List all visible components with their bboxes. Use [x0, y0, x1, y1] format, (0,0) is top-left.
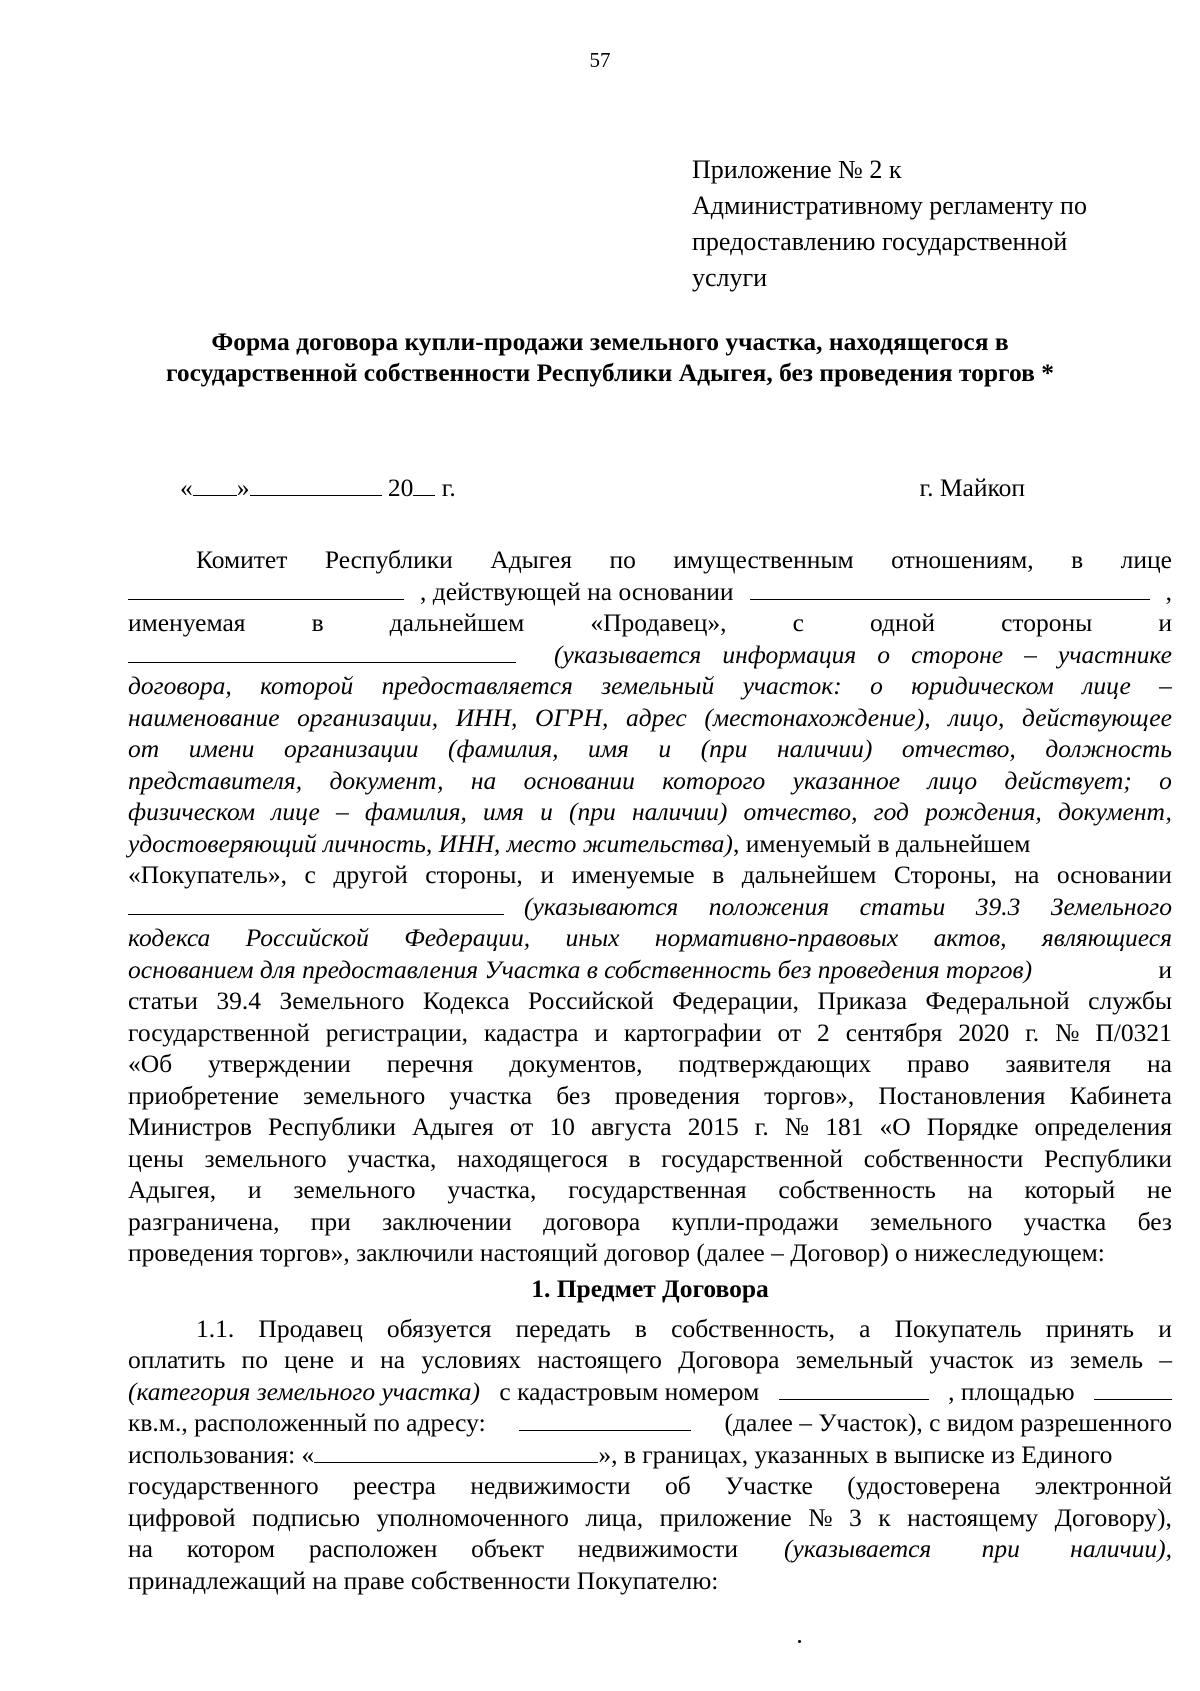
word: имущественным — [673, 545, 854, 574]
word: обязуется — [386, 1313, 492, 1343]
text: », в границах, указанных в выписке из Единого — [598, 1439, 1113, 1469]
word: которого — [662, 765, 766, 795]
word: основании — [523, 765, 635, 795]
word: Продавец — [258, 1313, 363, 1343]
italic-text: (категория земельного участка) — [128, 1376, 480, 1406]
word: с — [792, 608, 804, 637]
word: 10 — [549, 1112, 575, 1141]
word: 3 — [849, 1502, 862, 1532]
word: год — [873, 797, 909, 826]
text-line — [128, 1206, 1172, 1238]
word: приложение — [659, 1502, 792, 1532]
contract-city: г. Майкоп — [919, 473, 1025, 502]
page-number: 57 — [589, 48, 611, 72]
word: по — [609, 545, 636, 574]
word: лицо, — [948, 702, 1005, 732]
section-heading — [128, 1269, 1172, 1313]
text-line — [128, 828, 1172, 860]
word: электронной — [1034, 1471, 1172, 1500]
word: «Покупатель», — [128, 860, 287, 889]
word: Договору), — [1054, 1502, 1172, 1532]
word: настоящему — [907, 1502, 1039, 1532]
form-title-line: государственной собственности Республики Адыгея, без проведения торгов * — [165, 358, 1055, 387]
word: государственной — [128, 1017, 310, 1047]
text-line — [128, 985, 1172, 1017]
word: одной — [869, 608, 936, 637]
word: Российской — [245, 923, 369, 952]
word: участок: — [742, 671, 842, 700]
word: о — [1159, 765, 1172, 795]
word: лице — [271, 797, 320, 826]
word: без — [1137, 1206, 1172, 1236]
blank-field — [128, 892, 504, 915]
word: цены — [128, 1143, 184, 1173]
text-line — [128, 891, 1172, 923]
word: и — [1158, 1313, 1172, 1343]
word: оплатить — [128, 1345, 226, 1374]
text-line — [128, 1143, 1172, 1175]
text: с кадастровым номером — [499, 1376, 760, 1406]
word: земель — [1069, 1345, 1144, 1374]
word: действует; — [1004, 765, 1132, 795]
word: Кабинета — [1069, 1080, 1172, 1110]
word: фамилия, — [364, 797, 467, 826]
word: земельный — [795, 1345, 914, 1374]
word: ИНН, — [455, 702, 518, 732]
word: г. — [1025, 1017, 1040, 1047]
word: организации, — [297, 702, 439, 732]
word: Федерации, — [672, 986, 800, 1015]
text-line — [128, 922, 1172, 954]
text: проведения торгов», заключили настоящий договор (далее – Договор) о нижеследующем: — [128, 1238, 1105, 1267]
word: к — [878, 1502, 891, 1532]
italic-text: удостоверяющий личность, ИНН, место жительства) — [128, 828, 733, 858]
italic-text — [784, 1533, 1172, 1565]
text: , — [1165, 576, 1172, 606]
italic-text — [554, 639, 1172, 671]
text: (далее – Участок), с видом разрешенного — [724, 1408, 1172, 1437]
word: августа — [590, 1112, 672, 1141]
word: Кодекса — [422, 986, 510, 1015]
word: Республики — [1043, 1143, 1172, 1173]
word: дальнейшем — [741, 860, 877, 889]
word: имя — [483, 797, 524, 826]
word: право — [907, 1049, 970, 1078]
text-line — [128, 1344, 1172, 1376]
word: участок — [929, 1345, 1014, 1374]
word: и — [247, 1175, 262, 1204]
word: недвижимости — [577, 1534, 738, 1563]
section-heading-text: 1. Предмет Договора — [531, 1273, 769, 1303]
blank-field — [128, 640, 516, 663]
word: (при — [569, 797, 616, 826]
word: Приказа — [817, 986, 908, 1015]
word: – — [335, 797, 349, 826]
word: отчество, — [743, 797, 858, 826]
word: подтверждающих — [678, 1049, 872, 1078]
text-line — [128, 859, 1172, 891]
word: принять — [1045, 1313, 1135, 1343]
word: подписью — [252, 1502, 360, 1532]
text: принадлежащий на праве собственности Покупателю: — [128, 1565, 719, 1595]
word: утверждении — [208, 1049, 351, 1078]
text-line — [128, 796, 1172, 828]
word: регистрации, — [325, 1017, 469, 1047]
word: условиях — [421, 1345, 522, 1374]
text — [128, 1533, 738, 1565]
text-line — [128, 639, 1172, 671]
word: по — [241, 1345, 268, 1374]
word: Комитет — [196, 545, 288, 574]
blank-field — [519, 1408, 691, 1431]
contract-body — [128, 544, 1172, 1596]
word: стороны — [1001, 608, 1093, 637]
word: Российской — [528, 986, 654, 1015]
text-line — [128, 1565, 1172, 1597]
word: участнике — [1058, 639, 1172, 669]
word: г. — [754, 1112, 769, 1141]
word: в — [1071, 545, 1084, 574]
word: Постановления — [878, 1080, 1046, 1110]
word: другой — [333, 860, 408, 889]
word: должность — [1045, 734, 1172, 763]
italic-text — [524, 891, 1172, 923]
text-line — [128, 1111, 1172, 1143]
word: собственности — [863, 1143, 1024, 1173]
text-line — [128, 765, 1172, 797]
word: недвижимости — [470, 1471, 631, 1500]
word: 2020 — [958, 1017, 1010, 1047]
word: от — [777, 1017, 802, 1047]
appendix-line: Административному регламенту по — [692, 191, 1087, 220]
word: из — [1029, 1345, 1054, 1374]
word: положения — [708, 891, 830, 921]
word: который — [1024, 1175, 1116, 1204]
word: № — [1055, 1017, 1080, 1047]
text: , именуемый в дальнейшем — [732, 828, 1031, 858]
word: о — [870, 671, 883, 700]
word: имени — [188, 734, 255, 763]
word: государственного — [128, 1471, 319, 1500]
word: наличии) — [776, 734, 873, 763]
word: 181 — [825, 1112, 864, 1141]
word: земельного — [870, 1206, 993, 1236]
word: в — [311, 608, 324, 637]
word: нормативно-правовых — [654, 923, 899, 952]
word: от — [509, 1112, 534, 1141]
text-line — [128, 1174, 1172, 1206]
blank-field — [779, 1377, 929, 1400]
text: и — [1158, 954, 1172, 984]
word: действующее — [1022, 702, 1172, 732]
word: Земельного — [279, 986, 405, 1015]
word: дальнейшем — [389, 608, 525, 637]
word: физическом — [128, 797, 256, 826]
word: земельного — [293, 1175, 416, 1204]
word: ОГРН, — [535, 702, 609, 732]
word: Земельного — [1050, 891, 1172, 921]
word: организации — [283, 734, 419, 763]
word: 39.4 — [216, 986, 261, 1015]
word: перечня — [386, 1049, 474, 1078]
text-line — [128, 1017, 1172, 1049]
word: заключении — [382, 1206, 512, 1236]
text: , площадью — [948, 1376, 1075, 1406]
word: наличии) — [631, 797, 728, 826]
word: при — [310, 1206, 351, 1236]
blank-field — [1094, 1377, 1172, 1400]
word: об — [664, 1471, 691, 1500]
word: «Продавец», — [590, 608, 727, 637]
word: определения — [1034, 1112, 1172, 1141]
word: Федеральной — [925, 986, 1070, 1015]
text-line — [128, 1439, 1172, 1471]
word: службы — [1088, 986, 1172, 1015]
word: лица, — [585, 1502, 644, 1532]
word: и — [540, 860, 555, 889]
text-line — [128, 670, 1172, 702]
word: документ, — [329, 765, 444, 795]
word: – — [1159, 1345, 1172, 1374]
word: (указываются — [524, 891, 679, 921]
word: Адыгея — [412, 1112, 494, 1141]
appendix-line: предоставлению государственной — [692, 227, 1068, 256]
word: земельный — [601, 671, 715, 700]
word: на — [380, 1345, 406, 1374]
word: договора — [543, 1206, 641, 1236]
word: «О — [879, 1112, 911, 1141]
word: представителя, — [128, 765, 303, 795]
word: уполномоченного — [376, 1502, 569, 1532]
word: договора, — [128, 671, 232, 700]
word: статьи — [859, 891, 946, 921]
text-line — [128, 1048, 1172, 1080]
word: Стороны, — [893, 860, 997, 889]
text-line — [128, 607, 1172, 639]
word: находящегося — [457, 1143, 608, 1173]
word: лице — [1082, 671, 1131, 700]
word: сентября — [845, 1017, 943, 1047]
word: государственной — [661, 1143, 844, 1173]
word: кадастра — [483, 1017, 579, 1047]
text-line — [128, 576, 1172, 608]
word: рождения, — [925, 797, 1042, 826]
text-line — [128, 1407, 1172, 1439]
word: П/0321 — [1095, 1017, 1172, 1047]
word: именуемая — [128, 608, 246, 637]
word: (указывается — [784, 1534, 932, 1563]
text-line — [128, 1313, 1172, 1345]
word: цене — [284, 1345, 335, 1374]
text-line — [128, 544, 1172, 576]
word: на — [1014, 860, 1040, 889]
word: основании — [1056, 860, 1172, 889]
word: – — [1024, 639, 1037, 669]
text: кв.м., расположенный по адресу: — [128, 1408, 486, 1437]
text: использования: « — [128, 1439, 315, 1469]
word: в — [628, 1143, 641, 1173]
word: картографии — [623, 1017, 762, 1047]
word: являющиеся — [1041, 923, 1172, 952]
word: в — [712, 860, 725, 889]
text-line — [128, 1533, 1172, 1565]
word: участка — [1023, 1206, 1107, 1236]
word: наименование — [128, 702, 280, 732]
word: не — [1146, 1175, 1172, 1204]
word: актов, — [933, 923, 1007, 952]
word: кодекса — [128, 923, 211, 952]
word: имя — [588, 734, 629, 763]
word: от — [128, 734, 160, 763]
word: собственность — [778, 1175, 936, 1204]
word: Порядке — [926, 1112, 1019, 1141]
word: – — [1159, 671, 1172, 700]
word: Республики — [268, 1112, 396, 1141]
word: разграничена, — [128, 1206, 280, 1236]
word: участка, — [447, 1175, 537, 1204]
word: стороне — [911, 639, 1004, 669]
text-line — [128, 702, 1172, 734]
word: «Об — [128, 1049, 173, 1078]
word: заявителя — [1005, 1049, 1112, 1078]
word: с — [304, 860, 316, 889]
word: расположен — [308, 1534, 438, 1563]
word: лице — [1120, 545, 1172, 574]
word: на — [128, 1534, 153, 1563]
word: объект — [471, 1534, 544, 1563]
word: Адыгея, — [128, 1175, 217, 1204]
blank-field — [128, 577, 404, 600]
word: без — [556, 1080, 591, 1110]
word: собственность, — [671, 1313, 835, 1343]
word: и — [540, 797, 553, 826]
word: наличии), — [1070, 1534, 1172, 1563]
word: № — [808, 1502, 833, 1532]
blank-field — [314, 1440, 598, 1463]
word: адрес — [626, 702, 687, 732]
word: Покупатель — [894, 1313, 1022, 1343]
word: земельного — [303, 1080, 426, 1110]
blank-field — [750, 577, 1150, 600]
word: (фамилия, — [448, 734, 559, 763]
appendix-line: услуги — [692, 263, 768, 292]
word: (указывается — [554, 639, 702, 669]
word: приобретение — [128, 1080, 279, 1110]
word: настоящего — [537, 1345, 662, 1374]
italic-text: основанием для предоставления Участка в собственность без проведения торгов) — [128, 954, 1033, 984]
word: государственная — [568, 1175, 747, 1204]
word: а — [859, 1313, 871, 1343]
word: участка — [449, 1080, 533, 1110]
word: 39.3 — [975, 891, 1021, 921]
word: 2 — [817, 1017, 830, 1047]
word: торгов», — [764, 1080, 855, 1110]
date-place-line — [180, 472, 1060, 504]
word: отчество, — [901, 734, 1016, 763]
word: Федерации, — [404, 923, 531, 952]
word: на — [470, 765, 497, 795]
word: 2015 — [687, 1112, 739, 1141]
form-title-line: Форма договора купли-продажи земельного участка, находящегося в — [211, 327, 1009, 356]
word: Министров — [128, 1112, 252, 1141]
word: лицо — [927, 765, 978, 795]
word: котором — [186, 1534, 275, 1563]
word: № — [784, 1112, 810, 1141]
word: указанное — [792, 765, 901, 795]
word: (местонахождение), — [704, 702, 931, 732]
text-line — [128, 733, 1172, 765]
text-line — [128, 954, 1172, 986]
word: документ, — [1057, 797, 1172, 826]
text-line — [128, 1237, 1172, 1269]
text-line — [128, 1470, 1172, 1502]
word: именуемые — [571, 860, 695, 889]
word: Участке — [725, 1471, 813, 1500]
word: предоставляется — [381, 671, 573, 700]
word: в — [634, 1313, 647, 1343]
word: отношениям, — [891, 545, 1034, 574]
word: и — [594, 1017, 609, 1047]
word: проведения — [614, 1080, 741, 1110]
word: при — [981, 1534, 1020, 1563]
word: иных — [565, 923, 620, 952]
text-line — [128, 1080, 1172, 1112]
word: юридическом — [911, 671, 1054, 700]
word: стороны, — [425, 860, 523, 889]
form-title — [130, 326, 1090, 388]
word: 1.1. — [196, 1313, 235, 1343]
word: Республики — [324, 545, 453, 574]
text: , действующей на основании — [420, 576, 734, 606]
word: о — [877, 639, 891, 669]
appendix-note — [692, 152, 1162, 296]
word: (при — [700, 734, 748, 763]
contract-date: « » 20 г. — [180, 473, 456, 502]
word: документов, — [509, 1049, 643, 1078]
word: купли-продажи — [671, 1206, 839, 1236]
word: цифровой — [128, 1502, 236, 1532]
word: (удостоверена — [847, 1471, 1001, 1500]
appendix-line: Приложение № 2 к — [692, 155, 902, 184]
word: Договора — [678, 1345, 780, 1374]
word: земельного — [204, 1143, 327, 1173]
word: и — [350, 1345, 364, 1374]
word: которой — [260, 671, 354, 700]
text-line — [128, 1502, 1172, 1534]
word: на — [967, 1175, 993, 1204]
word: информация — [722, 639, 857, 669]
word: участка, — [347, 1143, 437, 1173]
word: Адыгея — [490, 545, 572, 574]
word: на — [1146, 1049, 1172, 1078]
word: реестра — [353, 1471, 436, 1500]
word: и — [658, 734, 672, 763]
word: и — [1158, 608, 1172, 637]
scan-speck — [798, 1640, 801, 1643]
word: передать — [515, 1313, 611, 1343]
word: статьи — [128, 986, 198, 1015]
text-line — [128, 1376, 1172, 1408]
